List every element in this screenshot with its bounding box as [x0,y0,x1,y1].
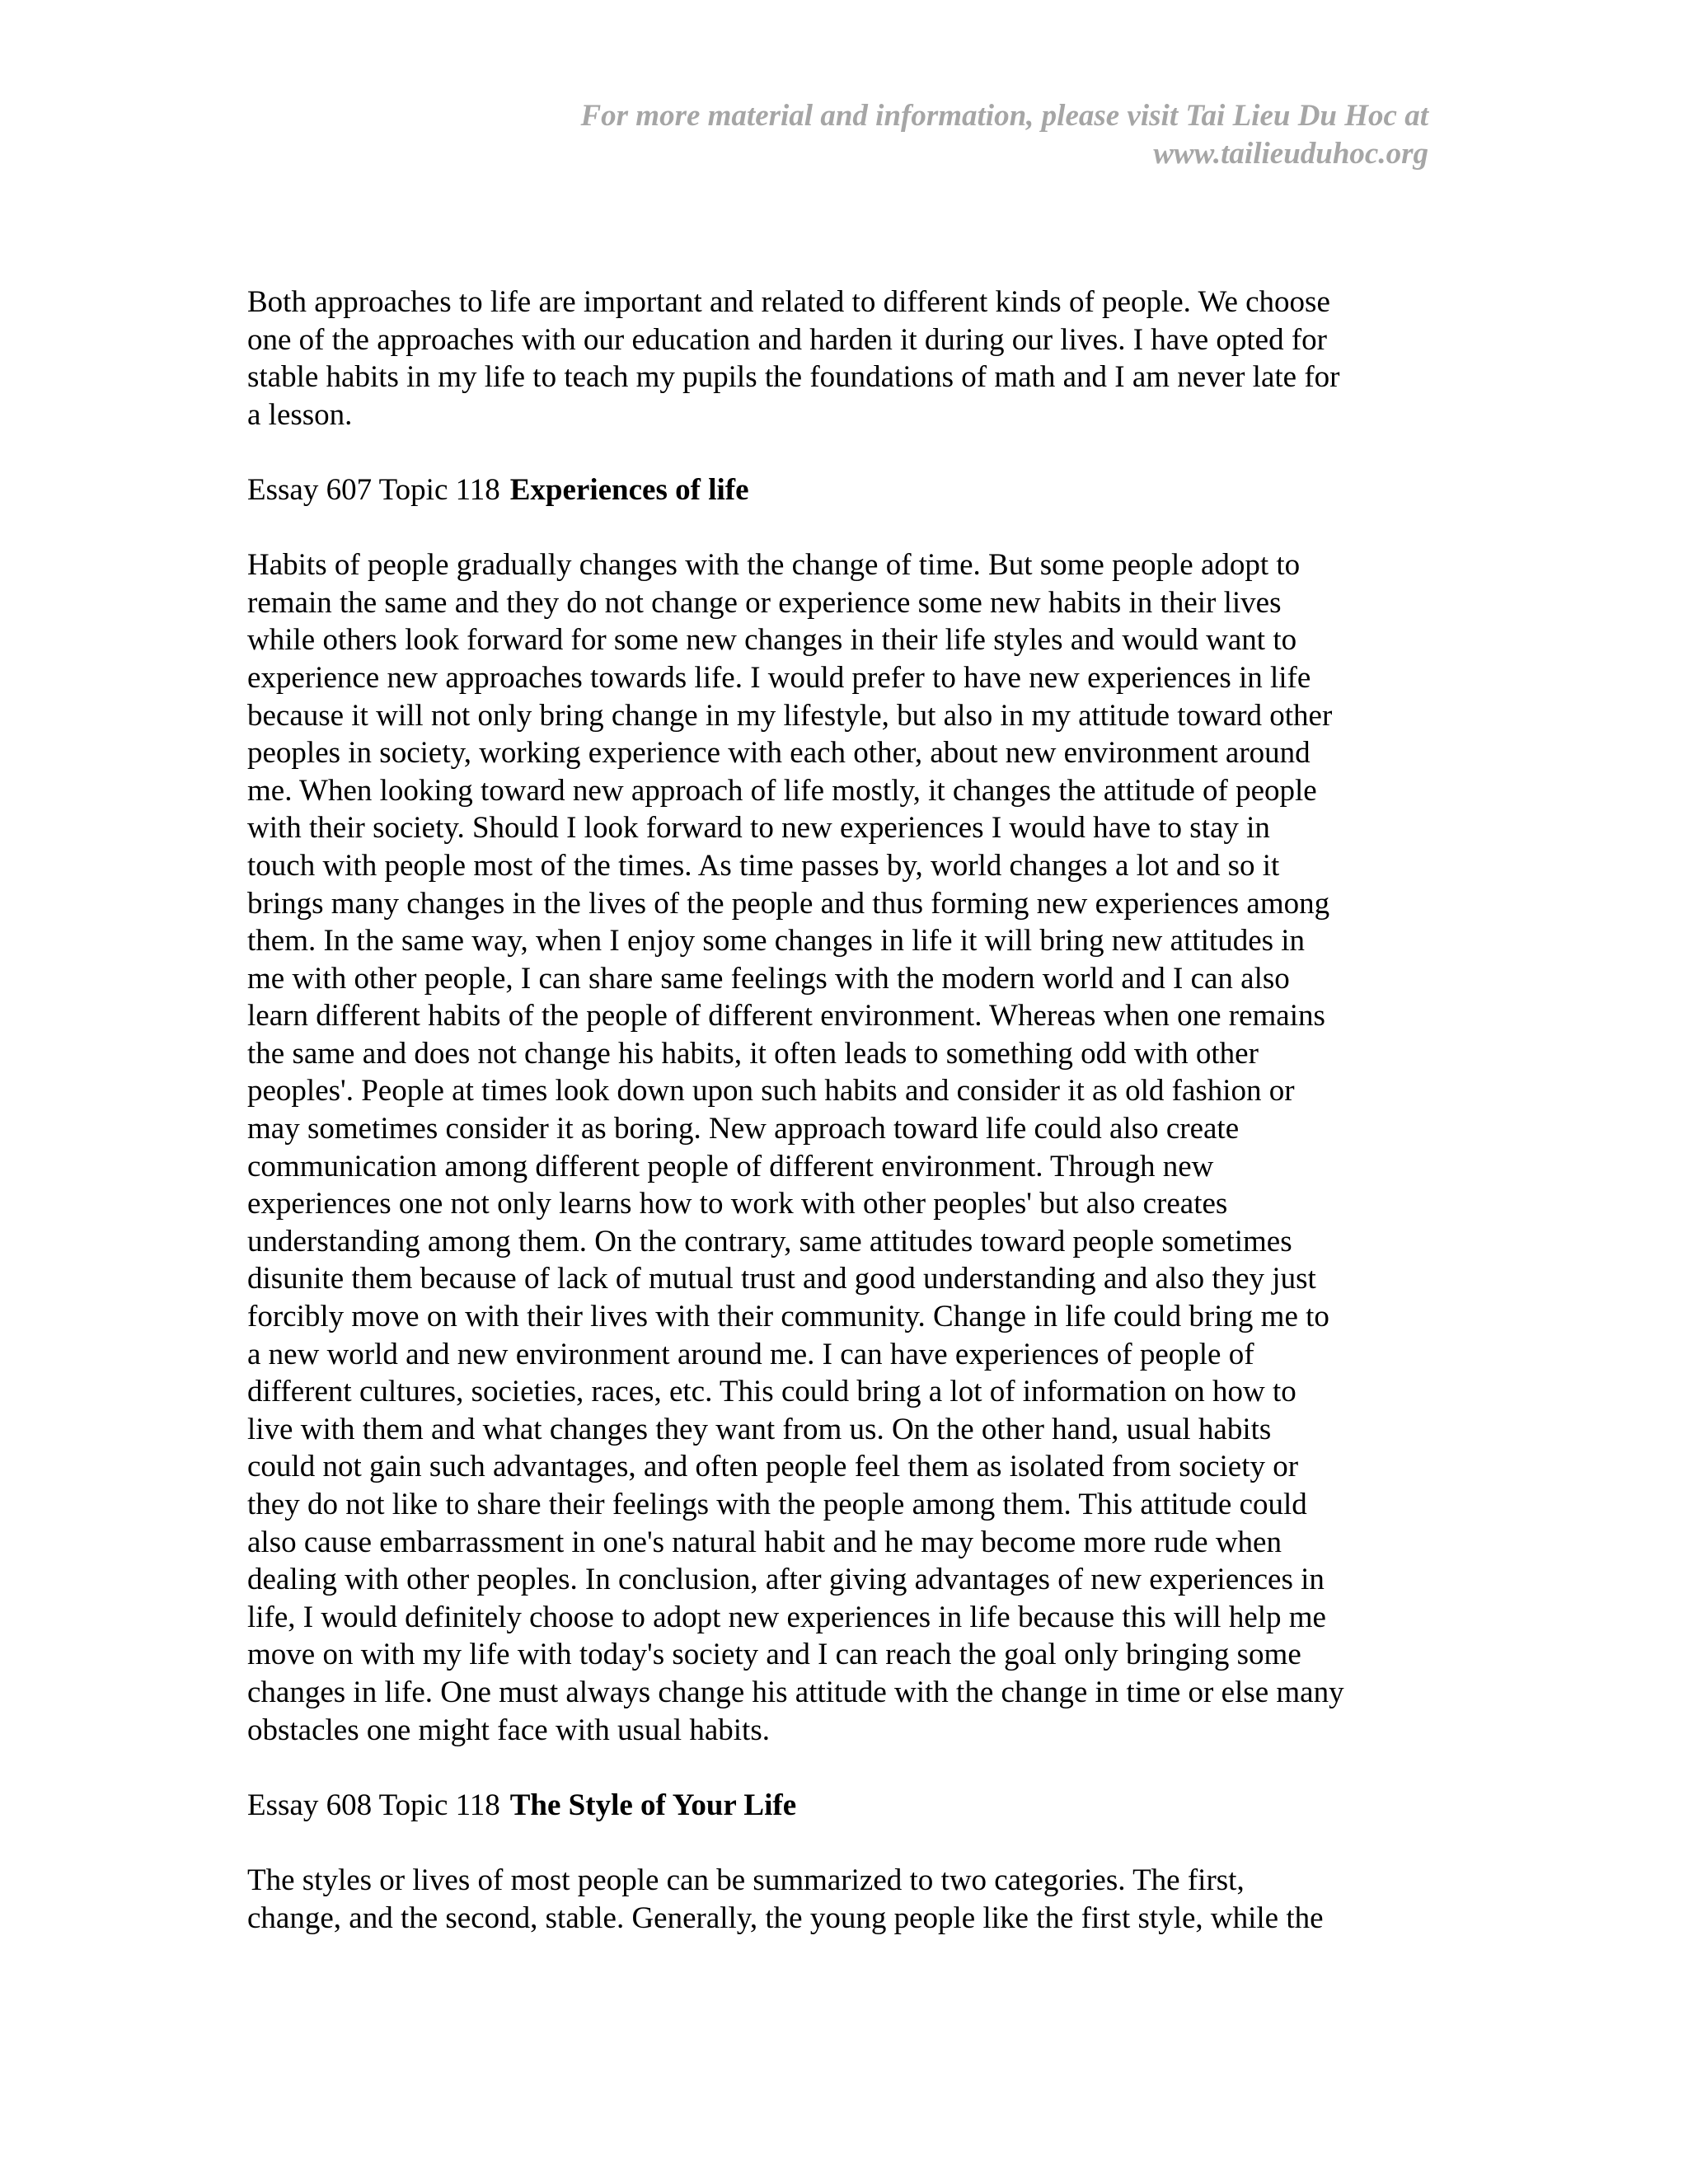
text-line: a new world and new environment around me. I can have experiences of people of [247,1337,1254,1371]
text-line: forcibly move on with their lives with their community. Change in life could bring me to [247,1300,1329,1334]
essay-608-paragraph [247,1862,1434,1937]
page-header [357,97,1428,173]
text-line: me with other people, I can share same feelings with the modern world and I can also [247,961,1290,996]
text-line: changes in life. One must always change his attitude with the change in time or else many [247,1675,1344,1709]
text-line: may sometimes consider it as boring. New approach toward life could also create [247,1112,1240,1146]
text-line: me. When looking toward new approach of life mostly, it changes the attitude of people [247,773,1317,808]
text-line: obstacles one might face with usual habits. [247,1713,770,1747]
text-line: Both approaches to life are important and related to different kinds of people. We choose [247,285,1330,319]
header-website: www.tailieuduhoc.org [1153,137,1428,171]
text-line: change, and the second, stable. Generally, the young people like the first style, while the [247,1900,1324,1935]
text-line: communication among different people of different environment. Through new [247,1149,1214,1183]
essay-607-label: Essay 607 Topic 118 [247,472,500,507]
text-line: disunite them because of lack of mutual trust and good understanding and also they just [247,1262,1316,1296]
text-line: move on with my life with today's society and I can reach the goal only bringing some [247,1638,1301,1672]
text-line: Habits of people gradually changes with the change of time. But some people adopt to [247,548,1301,583]
intro-paragraph [247,284,1434,434]
text-line: a lesson. [247,397,353,432]
text-line: dealing with other peoples. In conclusion, after giving advantages of new experiences in [247,1563,1325,1597]
paragraph-gap [247,1749,1434,1787]
text-line: understanding among them. On the contrary, same attitudes toward people sometimes [247,1224,1292,1258]
text-line: with their society. Should I look forward to new experiences I would have to stay in [247,811,1270,846]
text-line: brings many changes in the lives of the people and thus forming new experiences among [247,886,1330,921]
text-line: the same and does not change his habits, it often leads to something odd with other [247,1036,1259,1071]
text-line: experiences one not only learns how to work with other peoples' but also creates [247,1187,1228,1221]
text-line: learn different habits of the people of different environment. Whereas when one remains [247,999,1325,1033]
text-line: one of the approaches with our education and harden it during our lives. I have opted for [247,322,1327,357]
text-line: touch with people most of the times. As time passes by, world changes a lot and so it [247,848,1280,883]
header-line-1: For more material and information, please visit Tai Lieu Du Hoc at [580,99,1428,133]
text-line: experience new approaches towards life. I would prefer to have new experiences in life [247,660,1311,695]
text-line: live with them and what changes they want from us. On the other hand, usual habits [247,1412,1272,1446]
essay-607-heading [247,471,1434,509]
essay-607-title: Experiences of life [509,472,749,507]
text-line: stable habits in my life to teach my pupils the foundations of math and I am never late for [247,360,1340,395]
essay-607-paragraph [247,546,1434,1749]
text-line: The styles or lives of most people can be summarized to two categories. The first, [247,1863,1245,1897]
text-line: peoples in society, working experience with each other, about new environment around [247,736,1311,771]
text-line: life, I would definitely choose to adopt new experiences in life because this will help me [247,1600,1326,1634]
text-line: remain the same and they do not change or experience some new habits in their lives [247,585,1282,620]
essay-608-heading [247,1787,1434,1825]
essay-608-title: The Style of Your Life [509,1788,797,1822]
paragraph-gap [247,509,1434,547]
text-line: could not gain such advantages, and often people feel them as isolated from society or [247,1450,1299,1484]
text-line: because it will not only bring change in my lifestyle, but also in my attitude toward other [247,698,1333,733]
text-line: also cause embarrassment in one's natural habit and he may become more rude when [247,1525,1282,1559]
paragraph-gap [247,1824,1434,1862]
text-line: different cultures, societies, races, etc. This could bring a lot of information on how to [247,1375,1296,1409]
paragraph-gap [247,434,1434,471]
text-line: them. In the same way, when I enjoy some changes in life it will bring new attitudes in [247,924,1306,958]
text-line: peoples'. People at times look down upon such habits and consider it as old fashion or [247,1074,1295,1108]
text-line: while others look forward for some new changes in their life styles and would want to [247,623,1297,658]
essay-608-label: Essay 608 Topic 118 [247,1788,500,1822]
text-line: they do not like to share their feelings with the people among them. This attitude could [247,1488,1307,1521]
document-body [247,284,1434,1937]
